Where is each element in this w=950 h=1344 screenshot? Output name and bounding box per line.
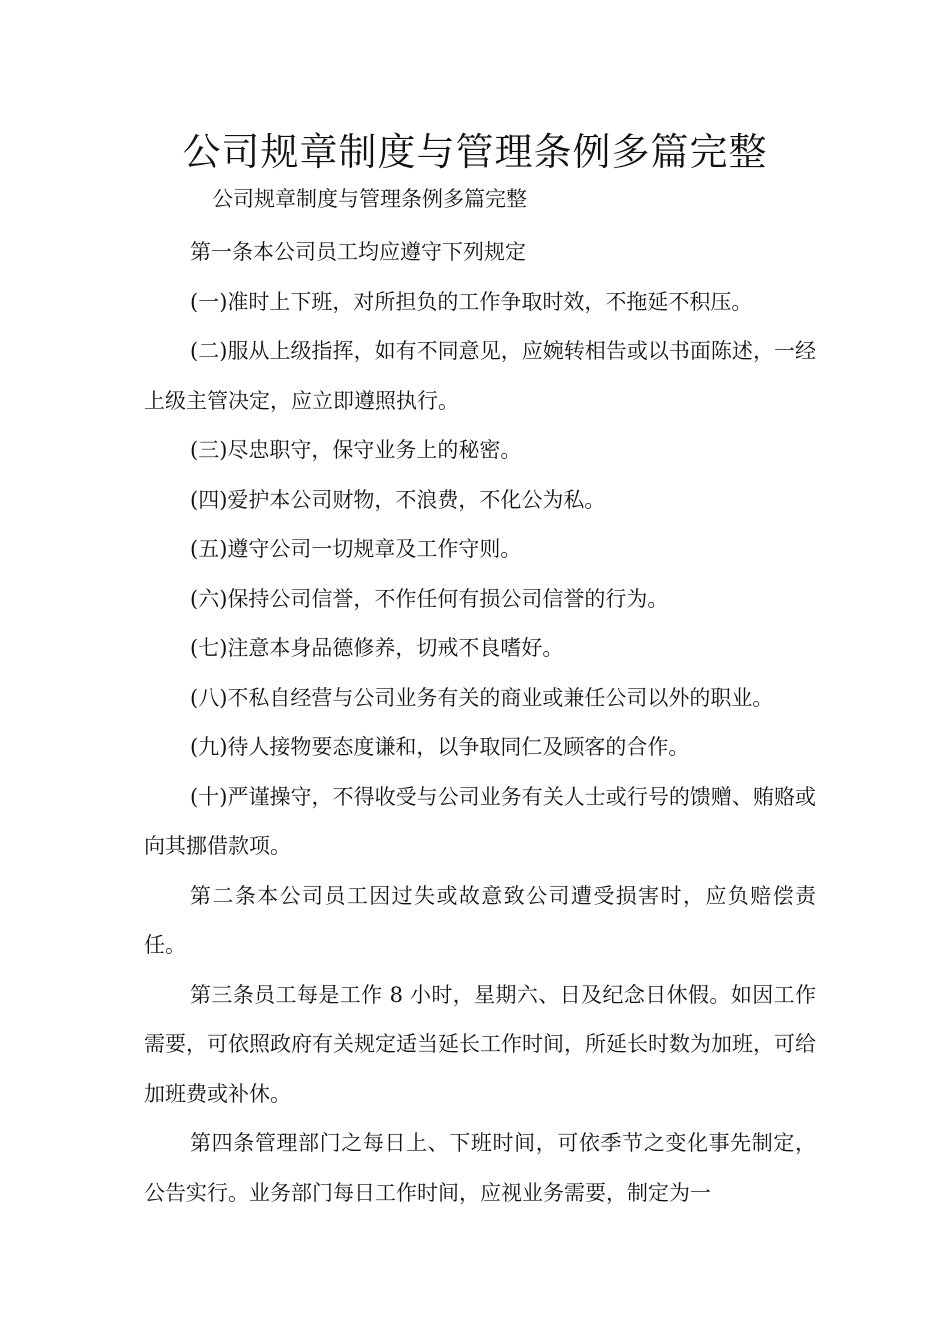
rule-item-5: (五)遵守公司一切规章及工作守则。 [190, 537, 522, 561]
rule-item-10: (十)严谨操守，不得收受与公司业务有关人士或行号的馈赠、贿赂或向其挪借款项。 [144, 784, 816, 858]
document-subtitle: 公司规章制度与管理条例多篇完整 [212, 187, 527, 211]
rule-item-9: (九)待人接物要态度谦和，以争取同仁及顾客的合作。 [190, 735, 690, 759]
document-body [144, 228, 816, 1218]
article-2: 第二条本公司员工因过失或故意致公司遭受损害时，应负赔偿责任。 [144, 883, 816, 957]
rule-item-2: (二)服从上级指挥，如有不同意见，应婉转相告或以书面陈述，一经上级主管决定，应立即遵照执行。 [144, 339, 816, 413]
rule-item-4: (四)爱护本公司财物，不浪费，不化公为私。 [190, 487, 606, 512]
article-1-heading: 第一条本公司员工均应遵守下列规定 [190, 240, 526, 264]
rule-item-6: (六)保持公司信誉，不作任何有损公司信誉的行为。 [190, 586, 669, 611]
rule-item-3: (三)尽忠职守，保守业务上的秘密。 [190, 438, 522, 462]
rule-item-1: (一)准时上下班，对所担负的工作争取时效，不拖延不积压。 [190, 289, 753, 314]
article-3: 第三条员工每是工作 8 小时，星期六、日及纪念日休假。如因工作需要，可依照政府有关规定适当延长工作时间，所延长时数为加班，可给加班费或补休。 [144, 982, 816, 1106]
article-4: 第四条管理部门之每日上、下班时间，可依季节之变化事先制定，公告实行。业务部门每日工作时间，应视业务需要，制定为一 [144, 1131, 816, 1205]
rule-item-8: (八)不私自经营与公司业务有关的商业或兼任公司以外的职业。 [190, 685, 774, 710]
document-title: 公司规章制度与管理条例多篇完整 [182, 130, 768, 174]
rule-item-7: (七)注意本身品德修养，切戒不良嗜好。 [190, 636, 564, 660]
